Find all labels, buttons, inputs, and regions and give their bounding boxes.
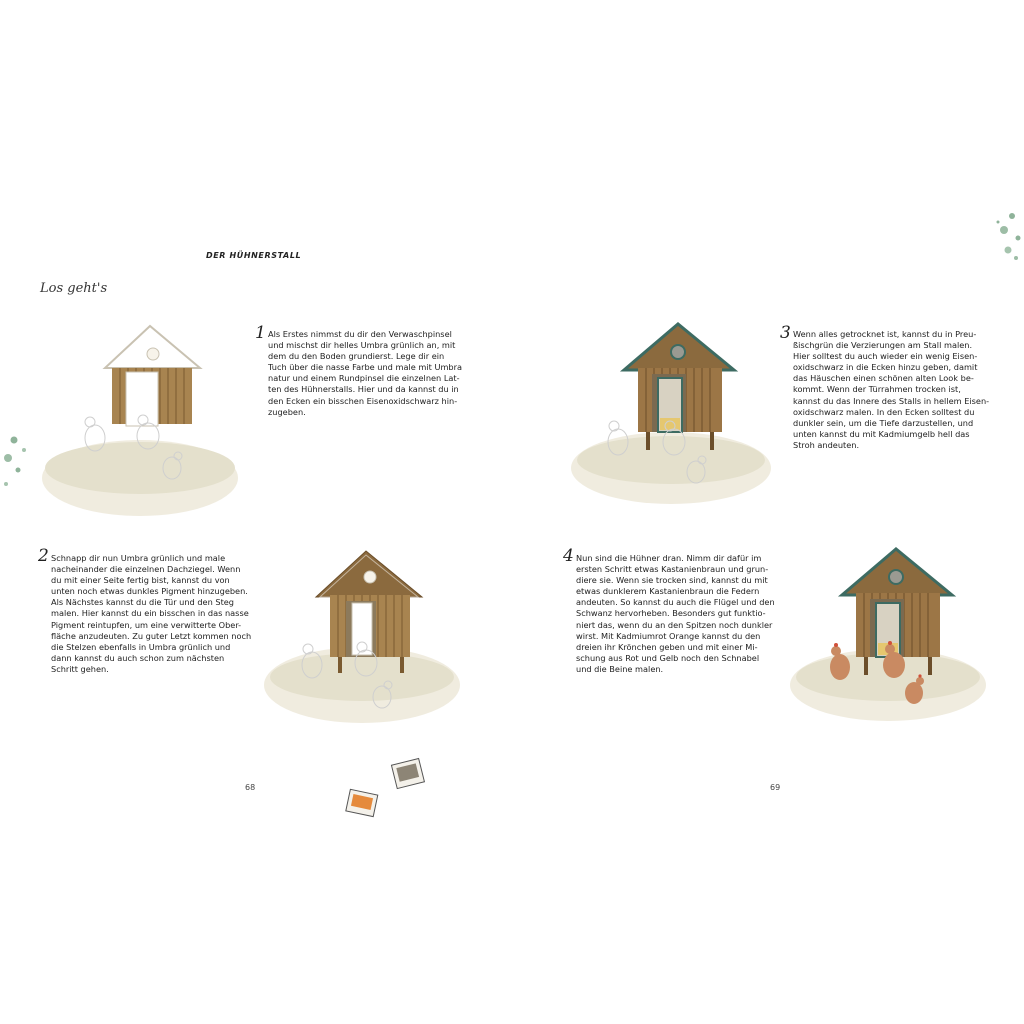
- intro-heading: Los geht's: [40, 281, 108, 296]
- step-3-paragraph: Wenn alles getrocknet ist, kannst du in Preu- ßischgrün die Verzierungen am Stall malen. Hier solltest du auch wieder ein wenig Eisen- oxidschwarz in die Ecken hinzu geben, damit das Häuschen einen schönen alten Look be- kommt. Wenn der Türrahmen trocken ist, kannst du das Innere des Stalls in hellem Eisen- oxidschwarz malen. In den Ecken solltest du dunkler sein, um die Tiefe darzustellen, und unten kannst du mit Kadmiumgelb hell das Stroh andeuten.: [793, 329, 990, 450]
- step-2-number: 2: [38, 546, 49, 566]
- step-1-number: 1: [255, 323, 266, 343]
- step-1-paragraph: Als Erstes nimmst du dir den Verwaschpinsel und mischst dir helles Umbra grünlich an, mit dem du den Boden grundierst. Lege dir ein Tuch über die nasse Farbe und male mit Umbra natur und einem Rundpinsel die einzelnen Lat- ten des Hühnerstalls. Hier und da kannst du in den Ecken ein bisschen Eisenoxidschwarz hin- zugeben.: [268, 329, 462, 417]
- step-2-paragraph: Schnapp dir nun Umbra grünlich und male nacheinander die einzelnen Dachziegel. Wenn du mit einer Seite fertig bist, kannst du von unten noch etwas dunkles Pigment hinzugeben. Als Nächstes kannst du die Tür und den Steg malen. Hier kannst du ein bisschen in das nasse Pigment reintupfen, um eine verwitterte Ober- fläche anzudeuten. Zu guter Letzt kommen noch die Stelzen ebenfalls in Umbra grünlich und dann kannst du auch schon zum nächsten Schritt gehen.: [51, 553, 252, 674]
- henhouse-step2-illustration: [262, 545, 462, 730]
- step-4-text: [576, 553, 775, 675]
- step-3-number: 3: [780, 323, 791, 343]
- page-number-left: 68: [245, 783, 256, 792]
- step-4-number: 4: [563, 546, 574, 566]
- section-title: DER HÜHNERSTALL: [206, 251, 302, 260]
- paint-splatter-left: [0, 432, 34, 492]
- step-2-text: [51, 553, 251, 675]
- page-number-right: 69: [770, 783, 781, 792]
- step-3-text: [793, 329, 989, 451]
- henhouse-step3-illustration: [566, 318, 776, 508]
- henhouse-step4-illustration: [788, 543, 988, 728]
- paint-pans-illustration: [344, 756, 428, 814]
- henhouse-step1-illustration: [40, 318, 250, 518]
- paint-splatter-right: [990, 208, 1024, 264]
- step-4-paragraph: Nun sind die Hühner dran. Nimm dir dafür im ersten Schritt etwas Kastanienbraun und grun- diere sie. Wenn sie trocken sind, kannst du mit etwas dunklerem Kastanienbraun die Federn andeuten. So kannst du auch die Flügel und den Schwanz hervorheben. Besonders gut funktio- niert das, wenn du an den Spitzen noch dunkler wirst. Mit Kadmiumrot Orange kannst du den dreien ihr Krönchen geben und mit einer Mi- schung aus Rot und Gelb noch den Schnabel und die Beine malen.: [576, 553, 775, 674]
- step-1-text: [268, 329, 462, 418]
